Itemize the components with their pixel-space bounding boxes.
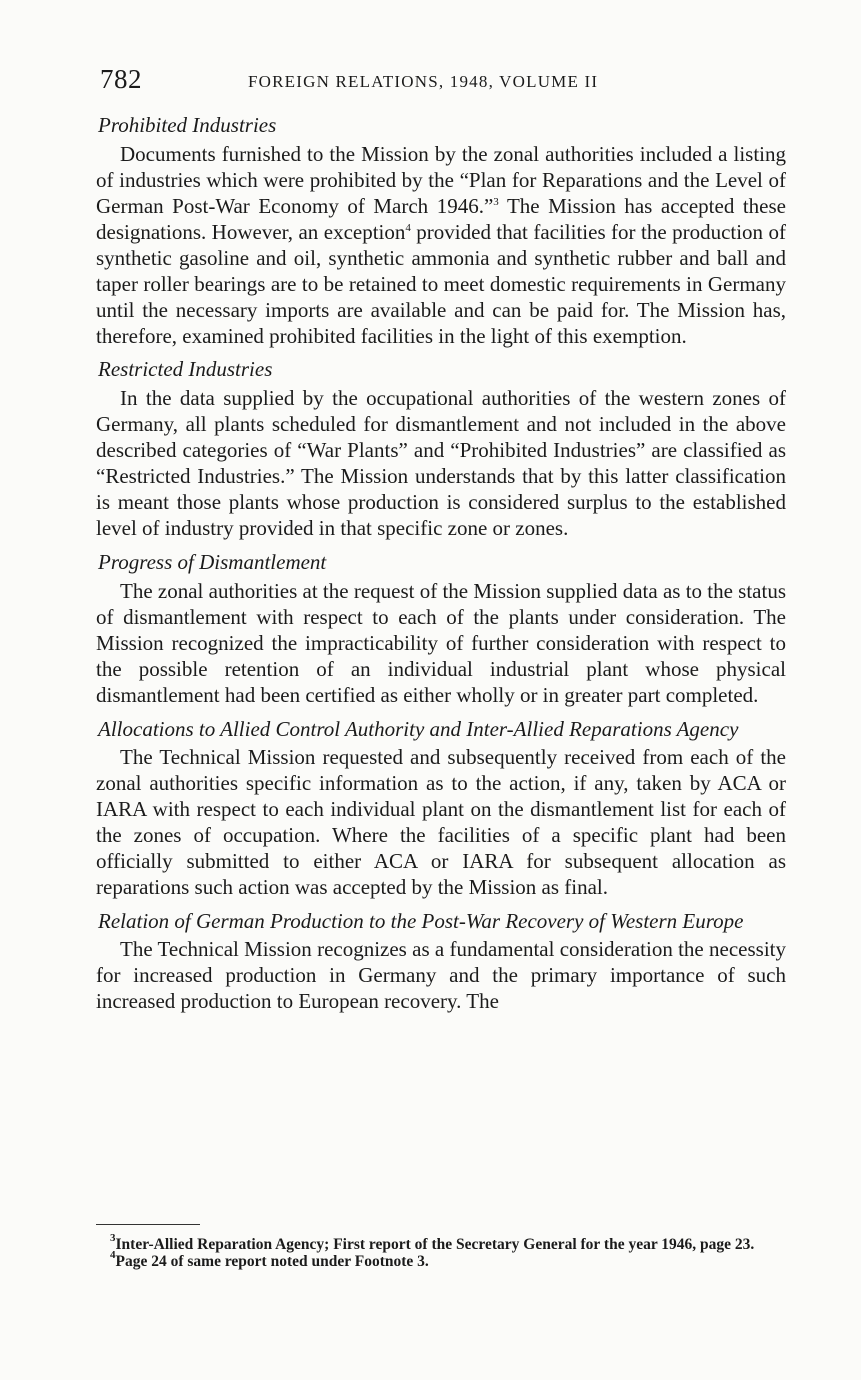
main-text xyxy=(96,112,786,1022)
paragraph-progress-of-dismantlement: The zonal authorities at the request of the Mission supplied data as to the status of dismantlement with respect to each of the plants under consideration. The Mission recognized the impracticability of further consideration with respect to the possible retention of an individual industrial plant whose physical dismantlement had been certified as either wholly or in greater part completed. xyxy=(96,579,787,707)
paragraph-text: provided that facilities for the production of synthetic gasoline and oil, synthetic ammonia and synthetic rubber and ball and taper roller bearings are to be retained to meet domestic requirements in Germany until the necessary imports are available and can be paid for. The Mission has, therefore, examined prohibited facilities in the light of this exemption. xyxy=(96,220,786,348)
paragraph-restricted-industries: In the data supplied by the occupational authorities of the western zones of Germany, all plants scheduled for dismantlement and not included in the above described categories of “War Plants” and “Prohibited Industries” are classified as “Restricted Industries.” The Mission understands that by this latter classification is meant those plants whose production is considered surplus to the established level of industry provided in that specific zone or zones. xyxy=(96,386,786,540)
footnote-mark: 3 xyxy=(110,1232,116,1244)
footnote-mark: 4 xyxy=(110,1249,116,1261)
footnote-ref-3[interactable]: 3 xyxy=(493,196,499,208)
footnote-4 xyxy=(96,1249,784,1270)
section-heading-progress-of-dismantlement: Progress of Dismantlement xyxy=(98,550,327,574)
footnote-divider xyxy=(96,1224,200,1225)
paragraph-relation-of-german-production: The Technical Mission recognizes as a fundamental consideration the necessity for increased production in Germany and the primary importance of such increased production to European recovery. The xyxy=(96,937,786,1013)
footnote-3 xyxy=(96,1232,784,1253)
section-heading-restricted-industries: Restricted Industries xyxy=(98,357,273,381)
paragraph-prohibited-industries xyxy=(96,141,786,349)
footnote-text: Inter-Allied Reparation Agency; First report of the Secretary General for the year 1946, page 23. xyxy=(115,1236,755,1253)
section-heading-prohibited-industries: Prohibited Industries xyxy=(98,113,277,137)
running-title: FOREIGN RELATIONS, 1948, VOLUME II xyxy=(248,72,599,91)
footnote-text: Page 24 of same report noted under Footnote 3. xyxy=(115,1253,429,1270)
footnote-ref-4[interactable]: 4 xyxy=(405,222,411,234)
paragraph-text: Documents furnished to the Mission by the zonal authorities included a listing of industries which were prohibited by the “Plan for Reparations and the Level of German Post-War Economy of March 1946.” xyxy=(96,142,786,218)
paragraph-text: The Mission has accepted these designations. However, an exception xyxy=(96,194,786,244)
section-heading-allocations: Allocations to Allied Control Authority and Inter-Allied Reparations Agency xyxy=(98,717,739,741)
page-number: 782 xyxy=(100,64,142,94)
page-header xyxy=(100,64,790,98)
section-heading-relation-of-german-production: Relation of German Production to the Post-War Recovery of Western Europe xyxy=(98,909,744,933)
footnotes xyxy=(96,1232,784,1270)
paragraph-allocations: The Technical Mission requested and subsequently received from each of the zonal authorities specific information as to the action, if any, taken by ACA or IARA with respect to each individual plant on the dismantlement list for each of the zones of occupation. Where the facilities of a specific plant had been officially submitted to either ACA or IARA for subsequent allocation as reparations such action was accepted by the Mission as final. xyxy=(96,745,786,899)
